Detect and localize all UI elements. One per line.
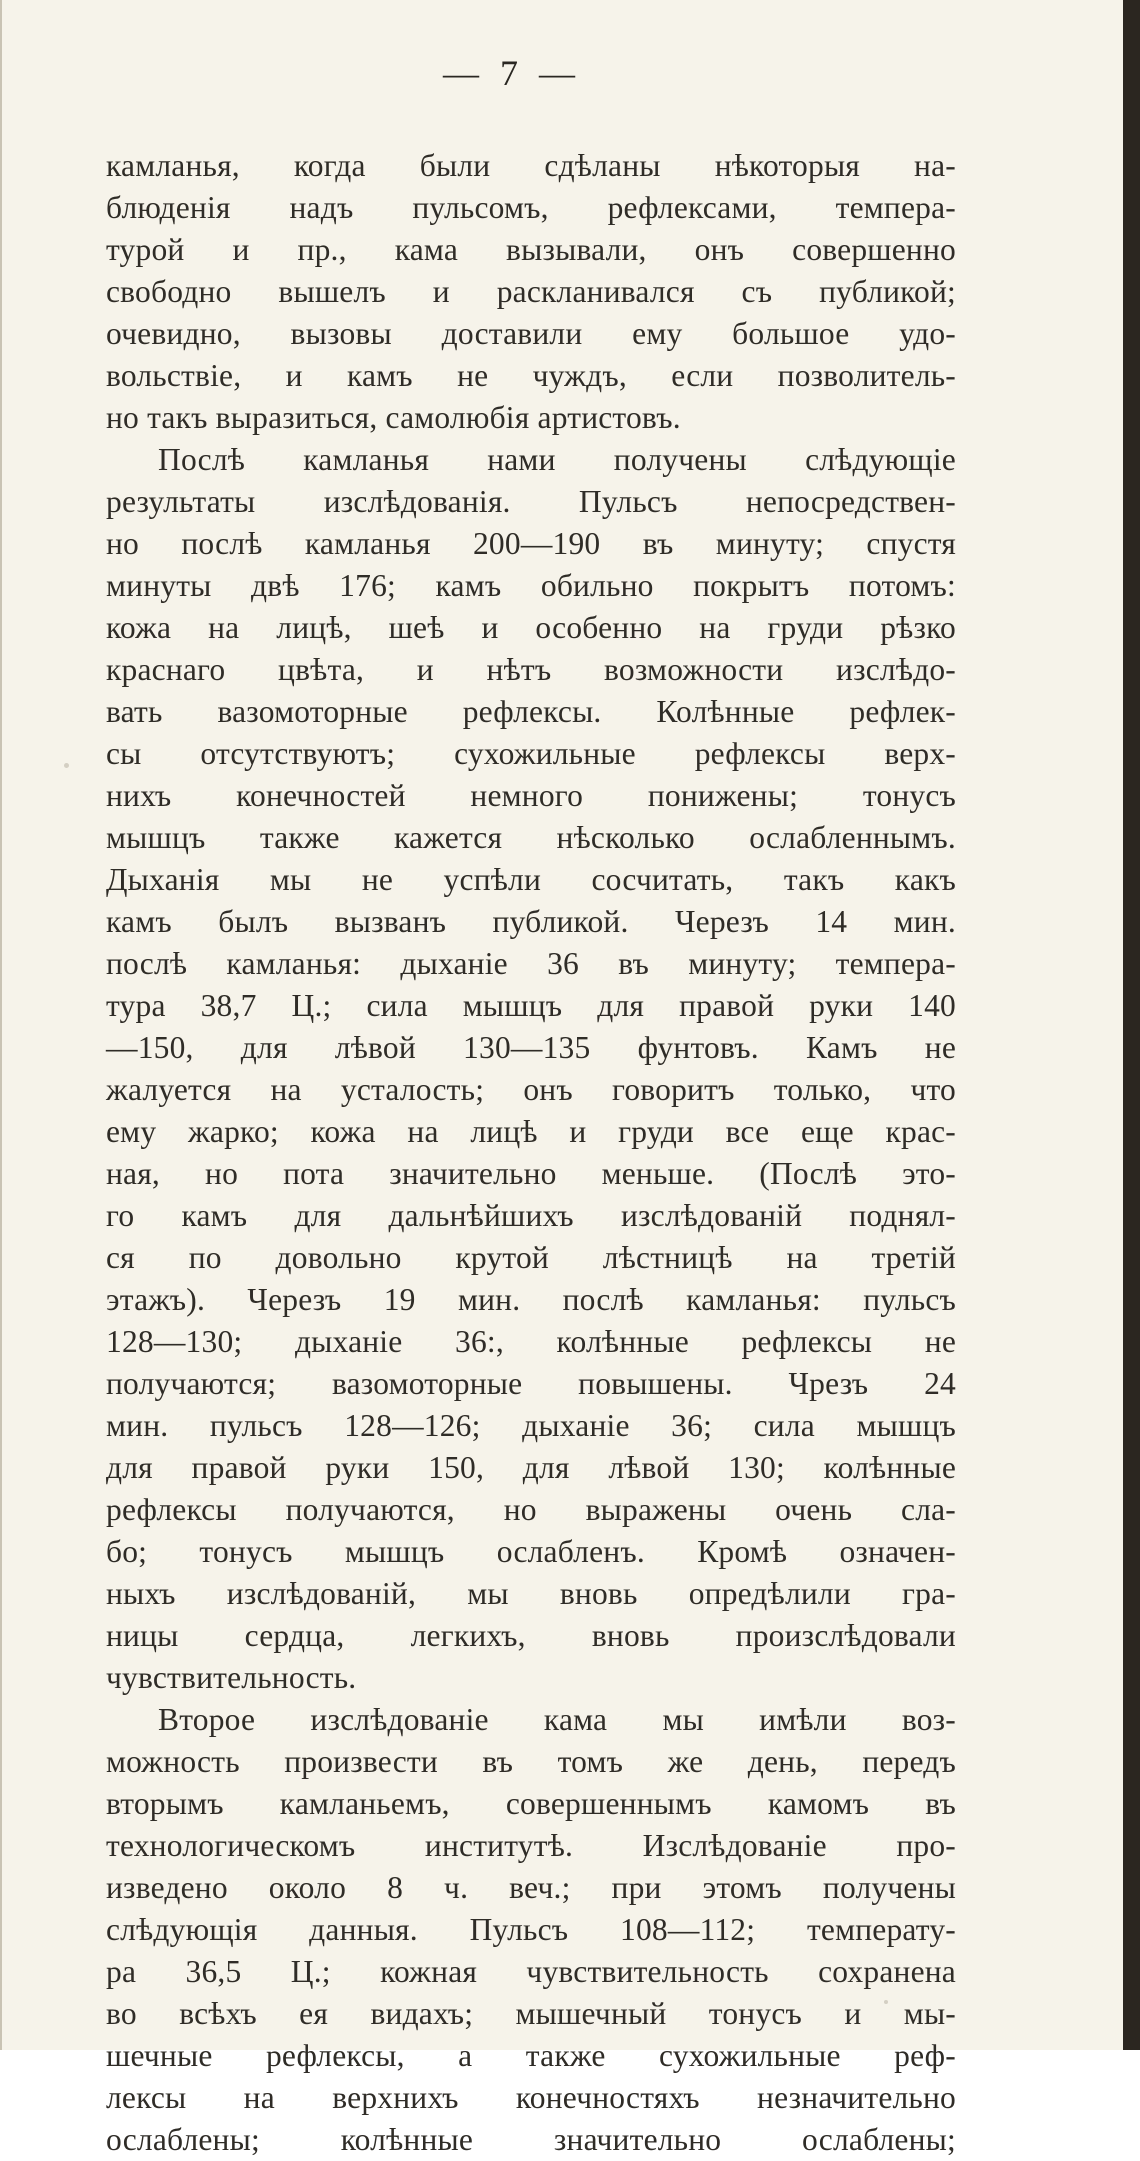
text-line: краснаго цвѣта, и нѣтъ возможности изслѣдо-	[106, 652, 956, 687]
text-line: Второе изслѣдованіе кама мы имѣли воз-	[158, 1702, 956, 1737]
text-line: слѣдующія данныя. Пульсъ 108—112; температу-	[106, 1912, 956, 1947]
text-line: лексы на верхнихъ конечностяхъ незначительно	[106, 2080, 956, 2115]
text-line: турой и пр., кама вызывали, онъ совершенно	[106, 232, 956, 267]
text-line: вольствіе, и камъ не чуждъ, если позволитель-	[106, 358, 956, 393]
text-line: бо; тонусъ мышцъ ослабленъ. Кромѣ означен-	[106, 1534, 956, 1569]
text-line: —150, для лѣвой 130—135 фунтовъ. Камъ не	[106, 1030, 956, 1065]
text-line: ослаблены; колѣнные значительно ослаблены;	[106, 2122, 956, 2157]
text-line: го камъ для дальнѣйшихъ изслѣдованій поднял-	[106, 1198, 956, 1233]
text-line: мин. пульсъ 128—126; дыханіе 36; сила мышцъ	[106, 1408, 956, 1443]
text-line: камланья, когда были сдѣланы нѣкоторыя на-	[106, 148, 956, 183]
text-line: кожа на лицѣ, шеѣ и особенно на груди рѣзко	[106, 610, 956, 645]
text-line: минуты двѣ 176; камъ обильно покрытъ потомъ:	[106, 568, 956, 603]
text-line: для правой руки 150, для лѣвой 130; колѣнные	[106, 1450, 956, 1485]
text-line: рефлексы получаются, но выражены очень сла-	[106, 1492, 956, 1527]
text-line: этажъ). Черезъ 19 мин. послѣ камланья: пульсъ	[106, 1282, 956, 1317]
text-line: ныхъ изслѣдованій, мы вновь опредѣлили гра-	[106, 1576, 956, 1611]
text-line: но послѣ камланья 200—190 въ минуту; спустя	[106, 526, 956, 561]
text-line: мышцъ также кажется нѣсколько ослабленнымъ.	[106, 820, 956, 855]
text-line: тура 38,7 Ц.; сила мышцъ для правой руки 140	[106, 988, 956, 1023]
paper-smudge	[64, 763, 69, 768]
text-line: получаются; вазомоторные повышены. Чрезъ 24	[106, 1366, 956, 1401]
text-line: свободно вышелъ и раскланивался съ публикой;	[106, 274, 956, 309]
text-line: шечные рефлексы, а также сухожильные реф-	[106, 2038, 956, 2073]
paragraph-1	[106, 145, 956, 439]
text-line: ницы сердца, легкихъ, вновь произслѣдовали	[106, 1618, 956, 1653]
text-line: технологическомъ институтѣ. Изслѣдованіе про-	[106, 1828, 956, 1863]
paragraph-2	[106, 439, 956, 1699]
text-line: ся по довольно крутой лѣстницѣ на третій	[106, 1240, 956, 1275]
text-line: результаты изслѣдованія. Пульсъ непосредствен-	[106, 484, 956, 519]
text-line: сы отсутствуютъ; сухожильные рефлексы верх-	[106, 736, 956, 771]
paragraph-3	[106, 1699, 956, 2161]
page-number: — 7 —	[443, 53, 581, 93]
text-line: но такъ выразиться, самолюбія артистовъ.	[106, 400, 681, 435]
text-line: можность произвести въ томъ же день, передъ	[106, 1744, 956, 1779]
paper-smudge	[884, 2000, 888, 2004]
text-line: ра 36,5 Ц.; кожная чувствительность сохранена	[106, 1954, 956, 1989]
text-line: ная, но пота значительно меньше. (Послѣ это-	[106, 1156, 956, 1191]
text-line: жалуется на усталость; онъ говоритъ только, что	[106, 1072, 956, 1107]
text-line: ему жарко; кожа на лицѣ и груди все еще крас-	[106, 1114, 956, 1149]
text-line: Дыханія мы не успѣли сосчитать, такъ какъ	[106, 862, 956, 897]
text-line: чувствительность.	[106, 1660, 357, 1695]
text-line: камъ былъ вызванъ публикой. Черезъ 14 мин.	[106, 904, 956, 939]
text-line: вать вазомоторные рефлексы. Колѣнные рефлек-	[106, 694, 956, 729]
paper-smudge	[232, 2010, 235, 2018]
text-line: послѣ камланья: дыханіе 36 въ минуту; темпера-	[106, 946, 956, 981]
text-line: во всѣхъ ея видахъ; мышечный тонусъ и мы-	[106, 1996, 956, 2031]
page-edge-shadow	[1123, 0, 1140, 2050]
text-line: блюденія надъ пульсомъ, рефлексами, темпера-	[106, 190, 956, 225]
body-text	[106, 145, 956, 2161]
text-line: нихъ конечностей немного понижены; тонусъ	[106, 778, 956, 813]
text-line: 128—130; дыханіе 36:, колѣнные рефлексы не	[106, 1324, 956, 1359]
text-line: очевидно, вызовы доставили ему большое удо-	[106, 316, 956, 351]
text-line: вторымъ камланьемъ, совершеннымъ камомъ въ	[106, 1786, 956, 1821]
text-line: Послѣ камланья нами получены слѣдующіе	[158, 442, 956, 477]
text-line: изведено около 8 ч. веч.; при этомъ получены	[106, 1870, 956, 1905]
